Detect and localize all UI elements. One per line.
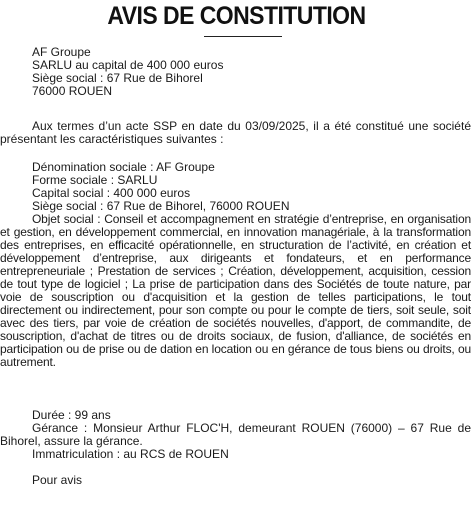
objet-paragraph [0, 213, 471, 369]
detail-forme: Forme sociale : SARLU [32, 173, 158, 187]
objet-text: Objet social : Conseil et accompagnement en stratégie d’entreprise, en organisation et gestion, en développement commercial, en innovation managériale, à la transformation des entreprises, en efficacité opérationnelle, en structuration de l’activité, en création et développement d’entreprise, aux dirigeants et fondateurs, et en performance entrepreneuriale ; Prestation de services ; Création, développement, acquisition, cession de tout type de logiciel ; La prise de participation dans des Sociétés de toute nature, par voie de souscription ou d'acquisition et la gestion de telles participations, le tout directement ou indirectement, pour son compte ou pour le compte de tiers, soit seule, soit avec des tiers, par voie de création de sociétés nouvelles, d'apport, de commandite, de souscription, d'achat de titres ou de droits sociaux, de fusion, d'alliance, de sociétés en participation ou de prise ou de dation en location ou en gérance de tous biens ou droits, ou autrement. [0, 212, 471, 369]
title-underline [204, 36, 282, 37]
immatriculation-text: Immatriculation : au RCS de ROUEN [32, 447, 229, 461]
notice-title: AVIS DE CONSTITUTION [107, 2, 366, 30]
header-line-company-name: AF Groupe [32, 45, 91, 59]
intro-paragraph [0, 120, 471, 146]
intro-text: Aux termes d’un acte SSP en date du 03/09/2025, il a été constitué une société présentant les caractéristiques suivantes : [0, 119, 471, 146]
detail-siege: Siège social : 67 Rue de Bihorel, 76000 ROUEN [32, 199, 290, 213]
immatriculation-block [0, 448, 473, 461]
header-line-capital: SARLU au capital de 400 000 euros [32, 58, 224, 72]
duree-text: Durée : 99 ans [32, 408, 111, 422]
gerance-text: Gérance : Monsieur Arthur FLOC'H, demeurant ROUEN (76000) – 67 Rue de Bihorel, assure la gérance. [0, 421, 471, 448]
header-line-siege: Siège social : 67 Rue de Bihorel [32, 71, 203, 85]
company-details-block [0, 161, 473, 213]
company-header-block [0, 46, 473, 98]
closing-text: Pour avis [32, 473, 83, 487]
header-line-city: 76000 ROUEN [32, 84, 113, 98]
closing-block [0, 474, 473, 487]
detail-denomination: Dénomination sociale : AF Groupe [32, 160, 215, 174]
gerance-paragraph [0, 422, 471, 448]
detail-capital: Capital social : 400 000 euros [32, 186, 191, 200]
